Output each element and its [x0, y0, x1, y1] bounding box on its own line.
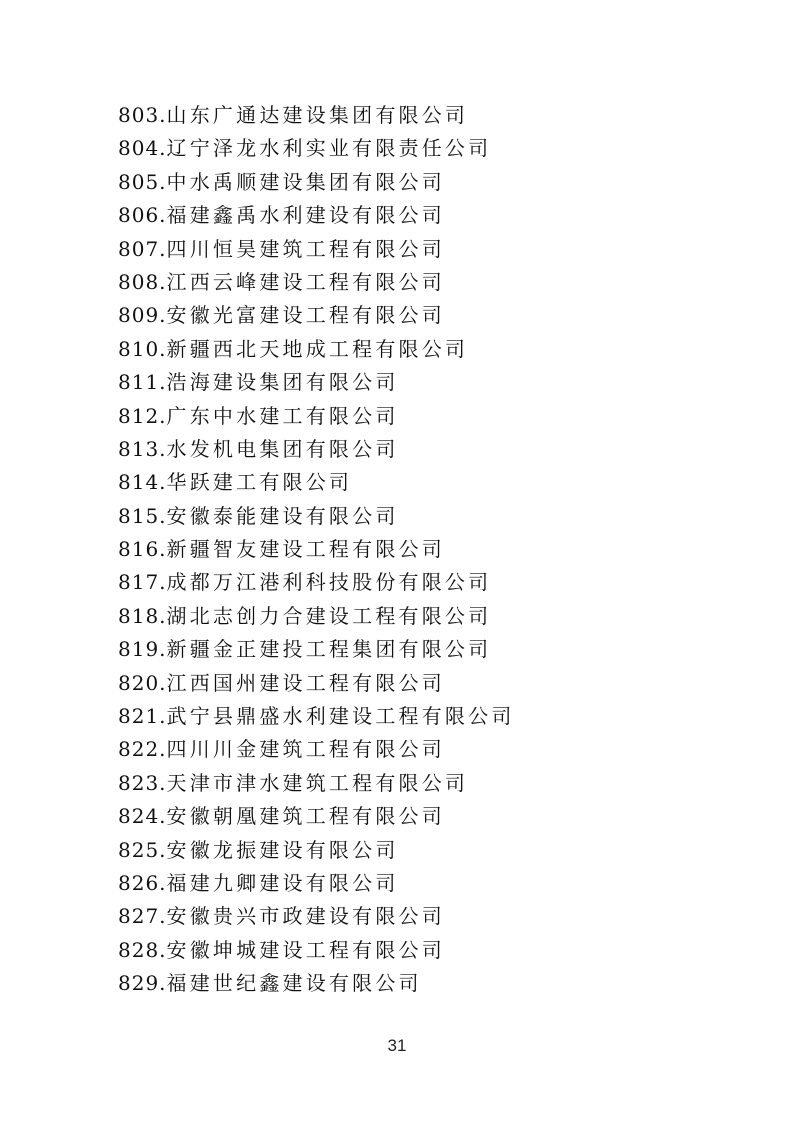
company-name: 新疆金正建投工程集团有限公司 [166, 637, 492, 662]
list-item [118, 834, 515, 867]
entry-number: 809. [118, 303, 167, 328]
entry-number: 805. [118, 169, 167, 194]
entry-number: 828. [118, 937, 167, 962]
entry-number: 810. [118, 336, 167, 361]
company-name: 安徽朝凰建筑工程有限公司 [166, 804, 445, 829]
list-item [118, 533, 515, 566]
list-item [118, 633, 515, 666]
list-item [118, 99, 515, 132]
entry-number: 807. [118, 236, 167, 261]
entry-number: 826. [118, 870, 167, 895]
company-name: 中水禹顺建设集团有限公司 [166, 169, 445, 194]
company-name: 安徽贵兴市政建设有限公司 [166, 904, 445, 929]
company-name: 福建世纪鑫建设有限公司 [166, 971, 422, 996]
company-list [118, 99, 515, 1001]
list-item [118, 800, 515, 833]
company-name: 安徽光富建设工程有限公司 [166, 303, 445, 328]
company-name: 江西云峰建设工程有限公司 [166, 269, 445, 294]
list-item [118, 700, 515, 733]
company-name: 浩海建设集团有限公司 [166, 370, 399, 395]
entry-number: 806. [118, 203, 167, 228]
list-item [118, 233, 515, 266]
entry-number: 812. [118, 403, 167, 428]
company-name: 福建九卿建设有限公司 [166, 870, 399, 895]
entry-number: 824. [118, 804, 167, 829]
company-name: 新疆西北天地成工程有限公司 [166, 336, 469, 361]
entry-number: 819. [118, 637, 167, 662]
list-item [118, 767, 515, 800]
company-name: 安徽坤城建设工程有限公司 [166, 937, 445, 962]
list-item [118, 166, 515, 199]
page-number: 31 [387, 1036, 407, 1055]
list-item [118, 867, 515, 900]
list-item [118, 366, 515, 399]
entry-number: 817. [118, 570, 167, 595]
company-name: 武宁县鼎盛水利建设工程有限公司 [166, 704, 515, 729]
company-name: 四川恒昊建筑工程有限公司 [166, 236, 445, 261]
company-name: 山东广通达建设集团有限公司 [166, 103, 469, 127]
entry-number: 827. [118, 904, 167, 929]
entry-number: 820. [118, 670, 167, 695]
list-item [118, 199, 515, 232]
list-item [118, 733, 515, 766]
entry-number: 818. [118, 603, 167, 628]
company-name: 安徽泰能建设有限公司 [166, 503, 399, 528]
company-name: 湖北志创力合建设工程有限公司 [166, 603, 492, 628]
company-name: 福建鑫禹水利建设有限公司 [166, 203, 445, 228]
entry-number: 816. [118, 537, 167, 562]
entry-number: 811. [118, 370, 167, 395]
entry-number: 821. [118, 704, 167, 729]
entry-number: 822. [118, 737, 167, 762]
list-item [118, 667, 515, 700]
list-item [118, 934, 515, 967]
list-item [118, 400, 515, 433]
company-name: 天津市津水建筑工程有限公司 [166, 770, 469, 795]
company-name: 成都万江港利科技股份有限公司 [166, 570, 492, 595]
company-name: 四川川金建筑工程有限公司 [166, 737, 445, 762]
entry-number: 815. [118, 503, 167, 528]
list-item [118, 967, 515, 1000]
list-item [118, 500, 515, 533]
company-name: 江西国州建设工程有限公司 [166, 670, 445, 695]
entry-number: 813. [118, 436, 167, 461]
list-item [118, 333, 515, 366]
entry-number: 804. [118, 136, 167, 161]
list-item [118, 132, 515, 165]
company-name: 广东中水建工有限公司 [166, 403, 399, 428]
company-name: 水发机电集团有限公司 [166, 436, 399, 461]
list-item [118, 433, 515, 466]
entry-number: 823. [118, 770, 167, 795]
company-name: 安徽龙振建设有限公司 [166, 837, 399, 862]
list-item [118, 266, 515, 299]
entry-number: 814. [118, 470, 167, 495]
list-item [118, 299, 515, 332]
company-name: 华跃建工有限公司 [166, 470, 353, 495]
entry-number: 829. [118, 971, 167, 996]
entry-number: 808. [118, 269, 167, 294]
list-item [118, 900, 515, 933]
entry-number: 825. [118, 837, 167, 862]
list-item [118, 566, 515, 599]
company-name: 辽宁泽龙水利实业有限责任公司 [166, 136, 492, 161]
company-name: 新疆智友建设工程有限公司 [166, 537, 445, 562]
list-item [118, 466, 515, 499]
list-item [118, 600, 515, 633]
entry-number: 803. [118, 103, 167, 127]
